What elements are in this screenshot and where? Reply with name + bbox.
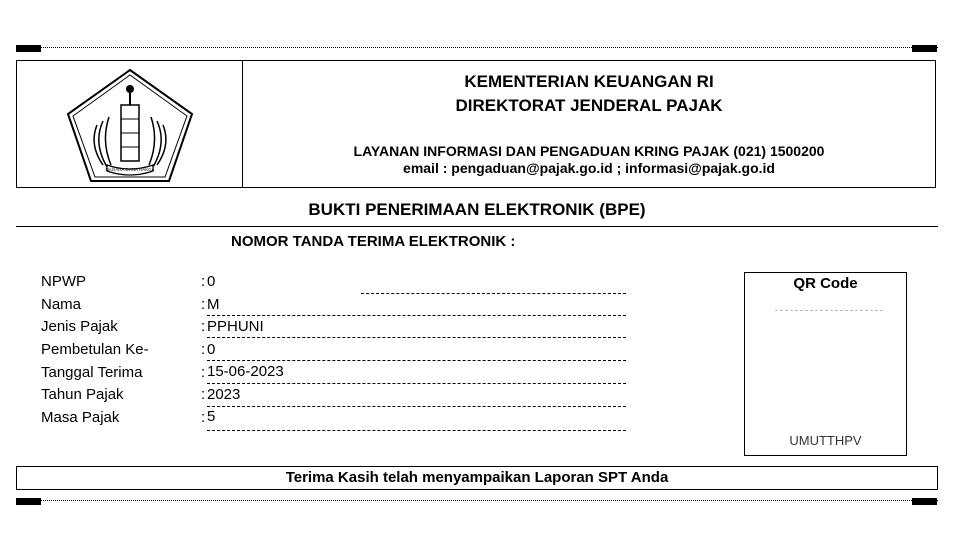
bottom-left-cut-mark <box>16 498 41 505</box>
bottom-cut-line <box>16 500 938 501</box>
field-label: NPWP <box>41 273 86 290</box>
field-value: 0 <box>207 273 216 290</box>
field-underline <box>207 406 626 407</box>
email-line: email : pengaduan@pajak.go.id ; informasi@pajak.go.id <box>403 160 775 176</box>
field-value: 2023 <box>207 386 241 403</box>
field-colon: : <box>201 364 206 381</box>
field-colon: : <box>201 409 206 426</box>
top-cut-line <box>16 47 938 48</box>
field-label: Pembetulan Ke- <box>41 341 149 358</box>
field-label: Jenis Pajak <box>41 318 118 335</box>
qr-code-title: QR Code <box>793 275 858 292</box>
title-divider <box>16 226 938 227</box>
kemenkeu-logo-icon <box>17 61 243 187</box>
ministry-name: KEMENTERIAN KEUANGAN RI <box>464 72 714 91</box>
field-underline <box>207 337 626 338</box>
field-colon: : <box>201 273 206 290</box>
qr-partial-text: UMUTTHPV <box>789 436 862 448</box>
logo-ribbon-text: NAGARA DANA RAKCA <box>105 167 155 172</box>
field-label: Masa Pajak <box>41 409 120 426</box>
qr-top-fragment <box>775 310 883 311</box>
directorate-name: DIREKTORAT JENDERAL PAJAK <box>455 96 723 115</box>
footer-box <box>16 466 938 490</box>
top-right-cut-mark <box>912 45 937 52</box>
field-label: Nama <box>41 296 82 313</box>
header-box <box>16 60 936 188</box>
field-colon: : <box>201 386 206 403</box>
field-value: 15-06-2023 <box>207 363 284 380</box>
footer-message: Terima Kasih telah menyampaikan Laporan SPT Anda <box>285 469 669 486</box>
field-value: PPHUNI <box>207 318 264 335</box>
logo-cell <box>17 61 243 187</box>
service-line: LAYANAN INFORMASI DAN PENGADUAN KRING PAJAK (021) 1500200 <box>353 143 825 159</box>
field-value: 5 <box>207 408 216 425</box>
field-underline <box>207 383 626 384</box>
field-colon: : <box>201 341 206 358</box>
field-underline <box>207 360 626 361</box>
top-left-cut-mark <box>16 45 41 52</box>
bottom-right-cut-mark <box>912 498 937 505</box>
document-title: BUKTI PENERIMAAN ELEKTRONIK (BPE) <box>308 200 646 219</box>
field-label: Tahun Pajak <box>41 386 124 403</box>
receipt-number-label: NOMOR TANDA TERIMA ELEKTRONIK : <box>231 233 516 250</box>
field-colon: : <box>201 318 206 335</box>
header-text-area <box>243 61 935 187</box>
field-underline <box>361 293 626 294</box>
field-value: 0 <box>207 341 216 358</box>
field-underline <box>207 430 626 431</box>
field-value: M <box>207 296 220 313</box>
field-colon: : <box>201 296 206 313</box>
field-label: Tanggal Terima <box>41 364 143 381</box>
field-underline <box>207 315 626 316</box>
qr-code-box <box>744 272 907 456</box>
